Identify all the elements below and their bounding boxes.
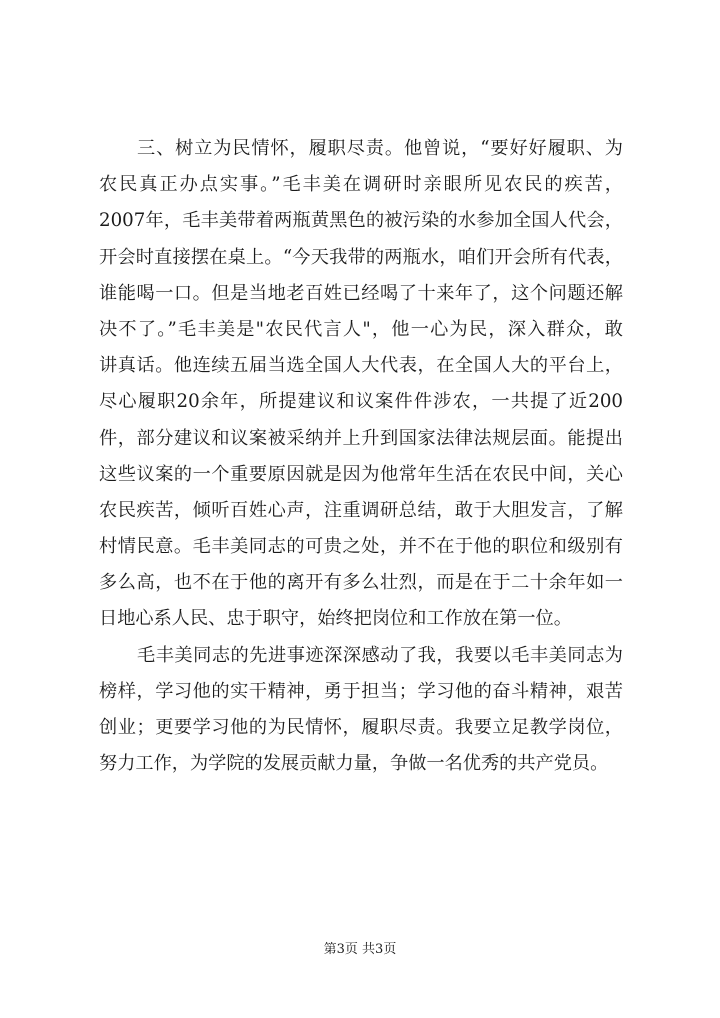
paragraph-line: 榜样，学习他的实干精神，勇于担当；学习他的奋斗精神，艰苦 xyxy=(99,680,623,702)
paragraph-line: 村情民意。毛丰美同志的可贵之处，并不在于他的职位和级别有 xyxy=(99,536,623,558)
paragraph-line: 开会时直接摆在桌上。“今天我带的两瓶水，咱们开会所有代表， xyxy=(99,246,623,268)
paragraph-line: 毛丰美同志的先进事迹深深感动了我，我要以毛丰美同志为 xyxy=(137,644,623,666)
document-body xyxy=(99,131,623,782)
paragraph-line: 日地心系人民、忠于职守，始终把岗位和工作放在第一位。 xyxy=(99,608,572,630)
paragraph-line: 创业；更要学习他的为民情怀，履职尽责。我要立足教学岗位， xyxy=(99,717,623,738)
paragraph-line: 讲真话。他连续五届当选全国人大代表，在全国人大的平台上， xyxy=(99,355,623,377)
paragraph-line: 件，部分建议和议案被采纳并上升到国家法律法规层面。能提出 xyxy=(99,427,623,449)
paragraph-line: 尽心履职20余年，所提建议和议案件件涉农，一共提了近200 xyxy=(99,391,623,413)
paragraph-2 xyxy=(99,638,623,783)
paragraph-1 xyxy=(99,131,623,638)
paragraph-line: 这些议案的一个重要原因就是因为他常年生活在农民中间，关心 xyxy=(99,463,623,485)
paragraph-line: 决不了。”毛丰美是"农民代言人"，他一心为民，深入群众，敢 xyxy=(99,318,623,340)
paragraph-line: 三、树立为民情怀，履职尽责。他曾说，“要好好履职、为 xyxy=(137,138,623,159)
paragraph-line: 努力工作，为学院的发展贡献力量，争做一名优秀的共产党员。 xyxy=(99,753,609,775)
page-footer: 第3页 共3页 xyxy=(323,942,397,957)
paragraph-line: 多么高，也不在于他的离开有多么壮烈，而是在于二十余年如一 xyxy=(99,572,623,594)
paragraph-line: 2007年，毛丰美带着两瓶黄黑色的被污染的水参加全国人代会， xyxy=(99,210,623,232)
paragraph-line: 谁能喝一口。但是当地老百姓已经喝了十来年了，这个问题还解 xyxy=(99,282,623,304)
paragraph-line: 农民疾苦，倾听百姓心声，注重调研总结，敢于大胆发言，了解 xyxy=(99,499,623,521)
paragraph-line: 农民真正办点实事。”毛丰美在调研时亲眼所见农民的疾苦， xyxy=(99,174,623,196)
